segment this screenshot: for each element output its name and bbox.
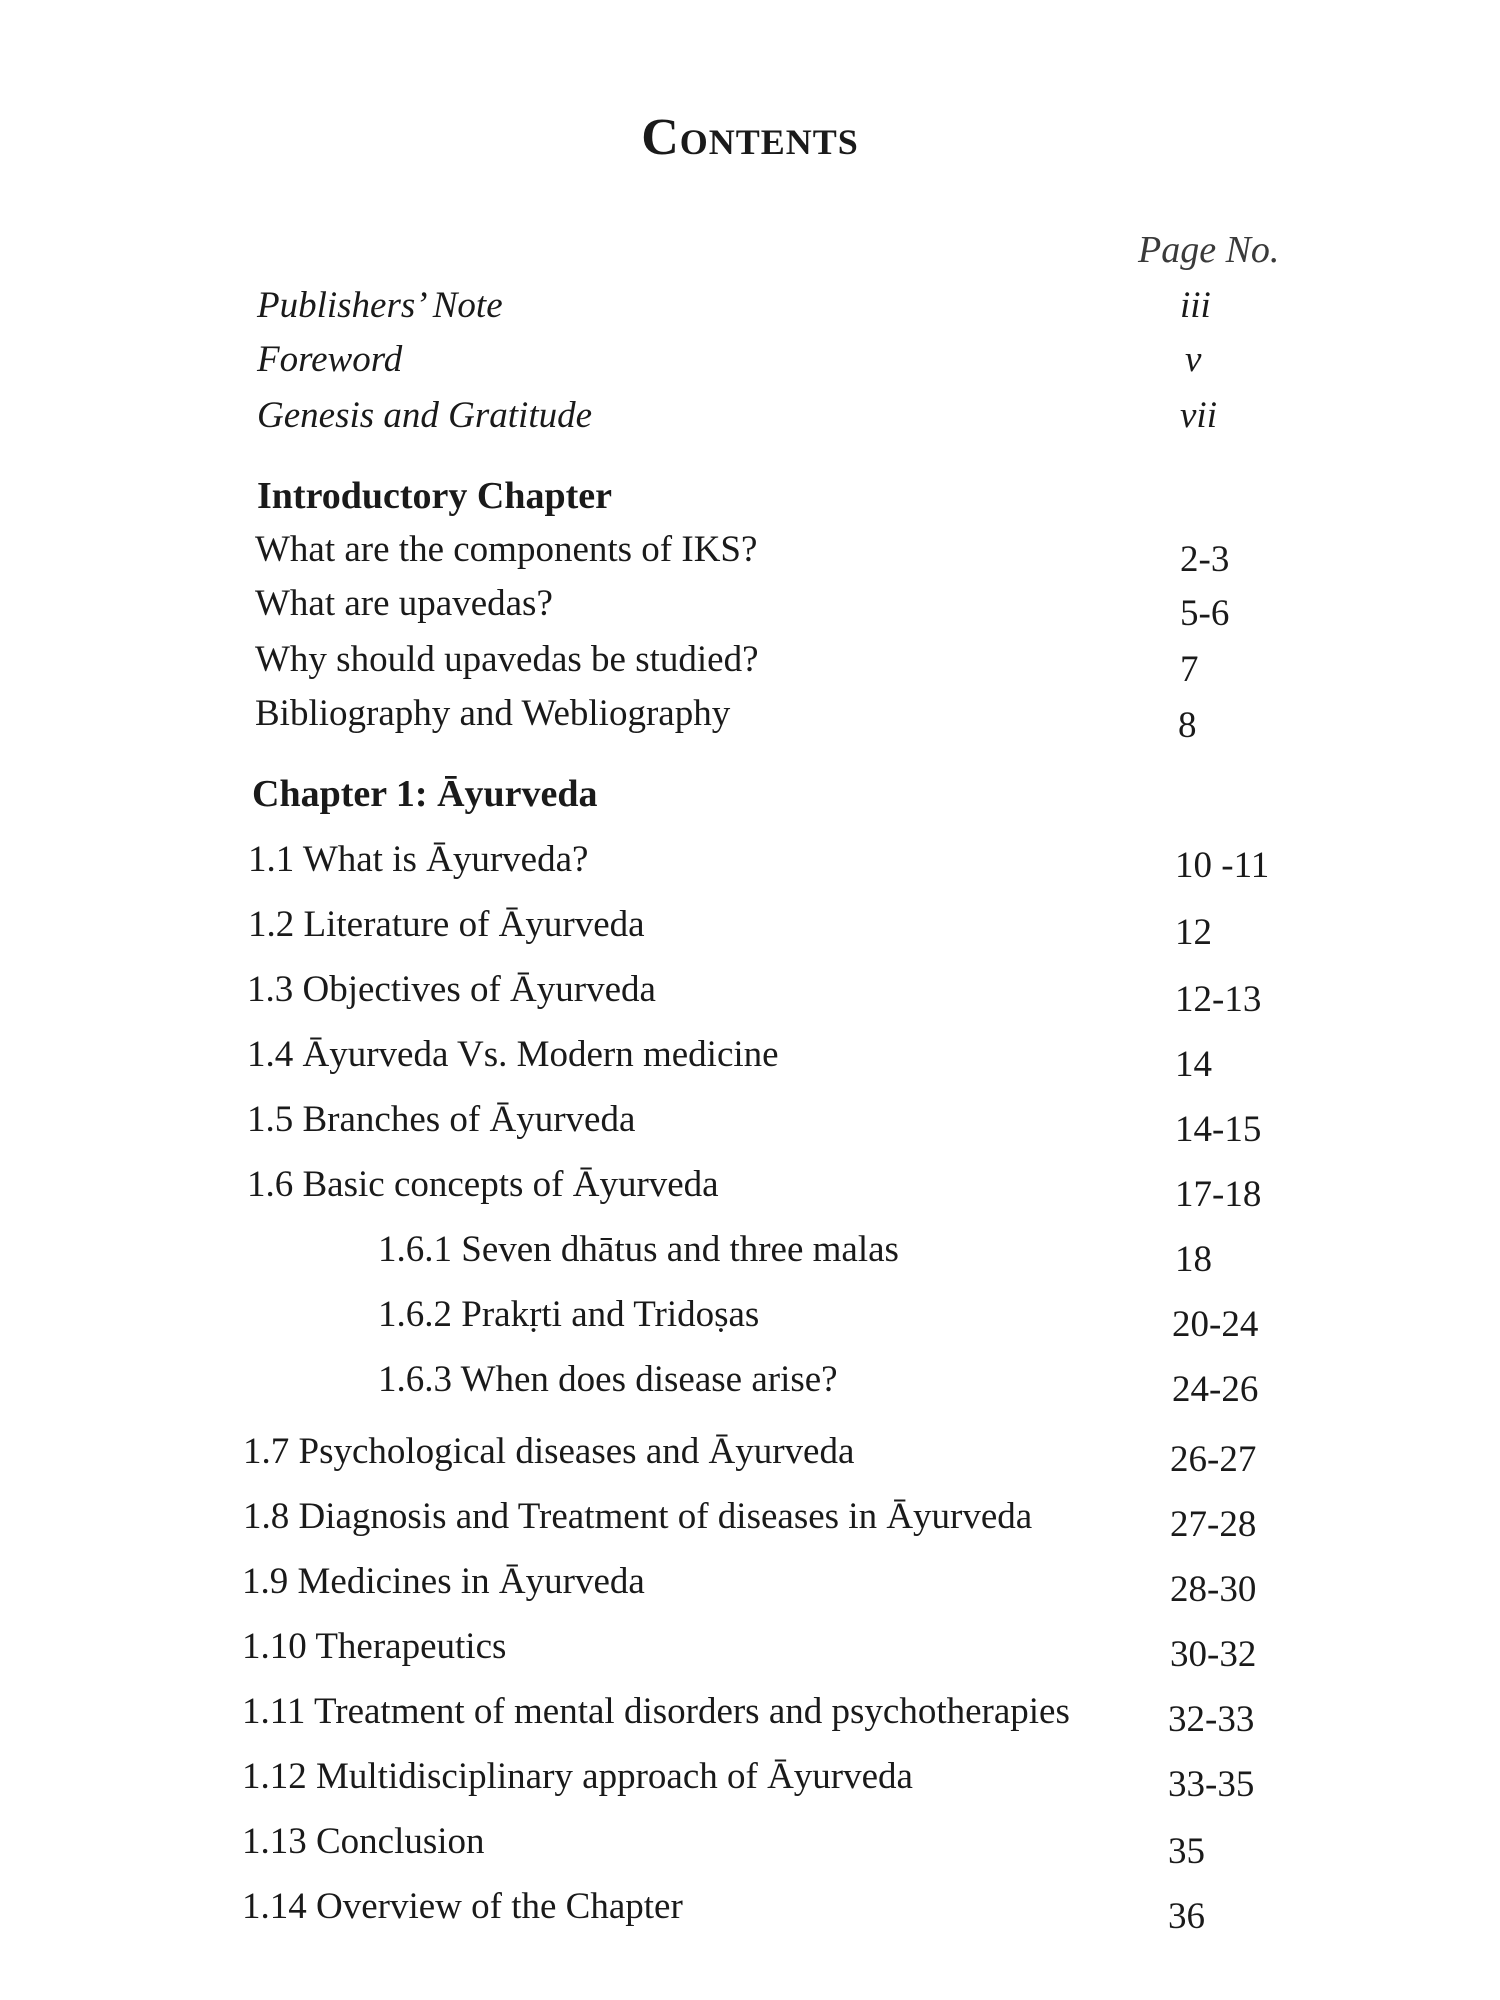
toc-entry-label: 1.6 Basic concepts of Āyurveda	[247, 1164, 719, 1205]
toc-entry-label: What are the components of IKS?	[255, 529, 758, 570]
toc-entry	[0, 284, 1500, 344]
toc-entry-page: 28-30	[1170, 1569, 1257, 1610]
toc-entry-page: vii	[1180, 395, 1217, 436]
section-heading-introductory: Introductory Chapter	[257, 475, 613, 517]
toc-entry-page: iii	[1180, 285, 1211, 326]
toc-entry-page: 10 -11	[1175, 845, 1270, 886]
toc-entry-page: 8	[1178, 705, 1197, 746]
toc-entry-label: 1.6.1 Seven dhātus and three malas	[378, 1229, 899, 1270]
toc-entry-page: 14	[1175, 1044, 1212, 1085]
toc-entry	[0, 338, 1500, 398]
toc-entry	[0, 1098, 1500, 1158]
page-no-column-header: Page No.	[1138, 229, 1280, 271]
toc-entry-label: 1.6.2 Prakṛti and Tridoṣas	[378, 1294, 760, 1335]
toc-entry-page: 36	[1168, 1896, 1205, 1937]
toc-entry	[0, 638, 1500, 698]
toc-entry	[0, 1430, 1500, 1490]
toc-entry-page: 12	[1175, 912, 1212, 953]
toc-entry	[0, 1495, 1500, 1555]
toc-entry-label: 1.12 Multidisciplinary approach of Āyurveda	[242, 1756, 913, 1797]
toc-entry-page: 17-18	[1175, 1174, 1262, 1215]
toc-entry	[0, 1033, 1500, 1093]
toc-entry-label: 1.9 Medicines in Āyurveda	[242, 1561, 645, 1602]
toc-entry-label: Foreword	[257, 339, 403, 380]
toc-entry-page: v	[1185, 339, 1202, 380]
toc-subentry	[0, 1358, 1500, 1418]
toc-entry-label: Publishers’ Note	[257, 285, 503, 326]
toc-entry-label: 1.5 Branches of Āyurveda	[247, 1099, 636, 1140]
toc-entry	[0, 1625, 1500, 1685]
toc-entry	[0, 528, 1500, 588]
toc-entry	[0, 1820, 1500, 1880]
toc-entry	[0, 1560, 1500, 1620]
toc-entry	[0, 1885, 1500, 1945]
toc-subentry	[0, 1293, 1500, 1353]
toc-entry	[0, 968, 1500, 1028]
toc-entry-page: 2-3	[1180, 539, 1230, 580]
toc-entry-label: 1.13 Conclusion	[242, 1821, 485, 1862]
toc-entry-label: 1.14 Overview of the Chapter	[242, 1886, 683, 1927]
toc-entry-page: 24-26	[1172, 1369, 1259, 1410]
toc-entry	[0, 1690, 1500, 1750]
toc-entry	[0, 582, 1500, 642]
toc-entry	[0, 838, 1500, 898]
toc-entry	[0, 394, 1500, 454]
toc-entry-page: 33-35	[1168, 1764, 1255, 1805]
toc-entry-page: 20-24	[1172, 1304, 1259, 1345]
section-heading-chapter-1: Chapter 1: Āyurveda	[252, 773, 598, 815]
toc-entry	[0, 903, 1500, 963]
toc-entry-page: 30-32	[1170, 1634, 1257, 1675]
toc-entry	[0, 692, 1500, 752]
toc-entry-page: 26-27	[1170, 1439, 1257, 1480]
toc-entry-label: Why should upavedas be studied?	[255, 639, 759, 680]
toc-entry-label: 1.7 Psychological diseases and Āyurveda	[243, 1431, 855, 1472]
toc-entry-page: 5-6	[1180, 593, 1230, 634]
toc-entry	[0, 1755, 1500, 1815]
toc-entry-page: 35	[1168, 1831, 1205, 1872]
toc-entry-label: 1.1 What is Āyurveda?	[248, 839, 589, 880]
toc-entry-page: 7	[1180, 649, 1199, 690]
toc-entry-label: 1.8 Diagnosis and Treatment of diseases in Āyurveda	[243, 1496, 1033, 1537]
toc-subentry	[0, 1228, 1500, 1288]
toc-entry-page: 14-15	[1175, 1109, 1262, 1150]
toc-entry-label: 1.2 Literature of Āyurveda	[248, 904, 645, 945]
toc-entry-page: 18	[1175, 1239, 1212, 1280]
toc-entry-label: Bibliography and Webliography	[255, 693, 731, 734]
toc-entry-label: 1.6.3 When does disease arise?	[378, 1359, 838, 1400]
toc-entry-page: 27-28	[1170, 1504, 1257, 1545]
toc-entry	[0, 1163, 1500, 1223]
toc-entry-page: 12-13	[1175, 979, 1262, 1020]
toc-entry-label: 1.10 Therapeutics	[242, 1626, 507, 1667]
toc-entry-label: What are upavedas?	[255, 583, 553, 624]
toc-entry-label: Genesis and Gratitude	[257, 395, 593, 436]
toc-entry-label: 1.3 Objectives of Āyurveda	[247, 969, 656, 1010]
toc-entry-page: 32-33	[1168, 1699, 1255, 1740]
toc-entry-label: 1.4 Āyurveda Vs. Modern medicine	[247, 1034, 779, 1075]
toc-entry-label: 1.11 Treatment of mental disorders and psychotherapies	[242, 1691, 1070, 1732]
page-title: Contents	[641, 109, 859, 166]
